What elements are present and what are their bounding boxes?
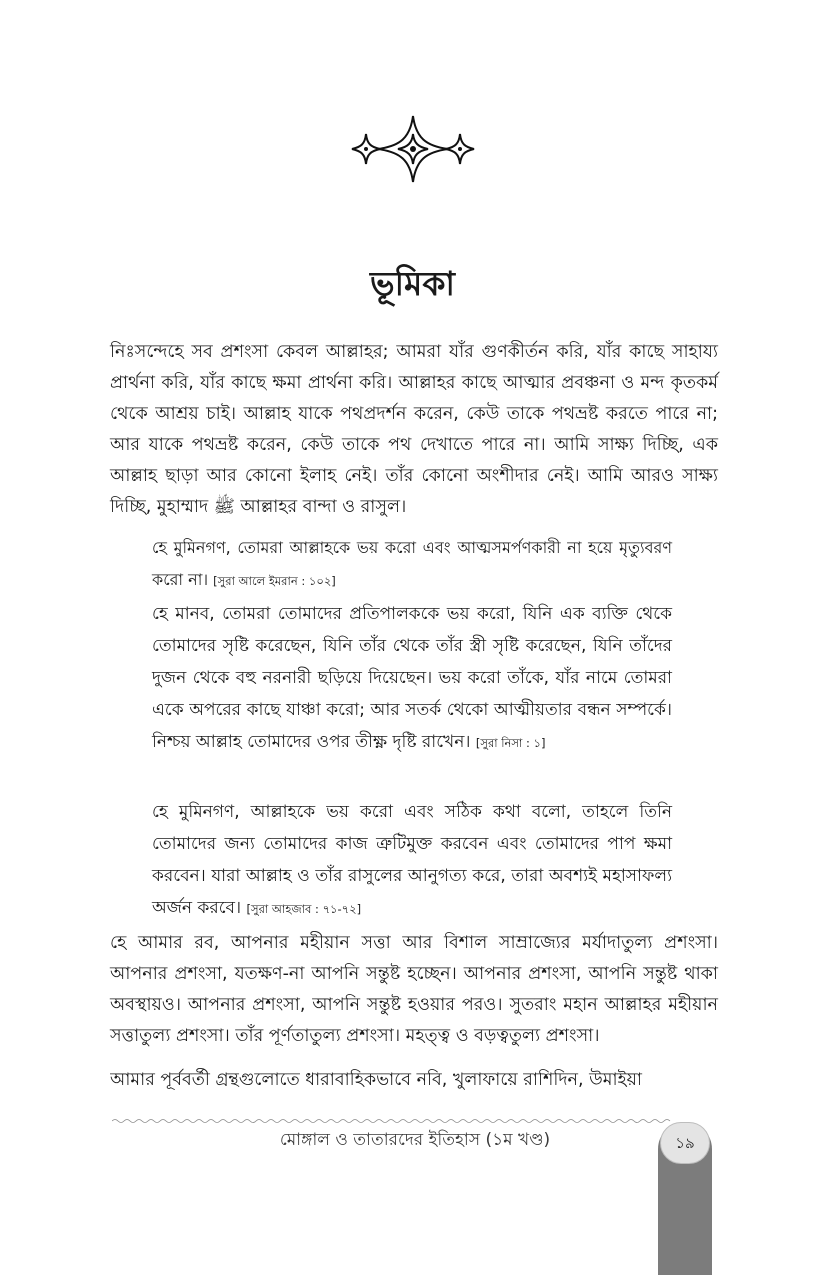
footer-divider — [112, 1118, 674, 1124]
quote-text: হে মুমিনগণ, তোমরা আল্লাহকে ভয় করো এবং আত্মসমর্পণকারী না হয়ে মৃত্যুবরণ করো না। — [152, 538, 672, 589]
quote-citation: [সুরা নিসা : ১] — [475, 736, 546, 750]
page-number: ১৯ — [660, 1122, 710, 1164]
quote-block — [152, 532, 672, 597]
intro-paragraph: নিঃসন্দেহে সব প্রশংসা কেবল আল্লাহর; আমরা যাঁর গুণকীর্তন করি, যাঁর কাছে সাহায্য প্রার্থনা করি, যাঁর কাছে ক্ষমা প্রার্থনা করি। আল্লাহর কাছে আত্মার প্রবঞ্চনা ও মন্দ কৃতকর্ম থেকে আশ্রয় চাই। আল্লাহ যাকে পথপ্রদর্শন করেন, কেউ তাকে পথভ্রষ্ট করতে পারে না; আর যাকে পথভ্রষ্ট করেন, কেউ তাকে পথ দেখাতে পারে না। আমি সাক্ষ্য দিচ্ছি, এক আল্লাহ ছাড়া আর কোনো ইলাহ নেই। তাঁর কোনো অংশীদার নেই। আমি আরও সাক্ষ্য দিচ্ছি, মুহাম্মাদ ﷺ আল্লাহর বান্দা ও রাসুল। — [110, 342, 718, 517]
header-ornament — [0, 112, 825, 186]
praise-paragraph: হে আমার রব, আপনার মহীয়ান সত্তা আর বিশাল সাম্রাজ্যের মর্যাদাতুল্য প্রশংসা। আপনার প্রশংসা, যতক্ষণ-না আপনি সন্তুষ্ট হচ্ছেন। আপনার প্রশংসা, আপনি সন্তুষ্ট থাকা অবস্থায়ও। আপনার প্রশংসা, আপনি সন্তুষ্ট হওয়ার পরও। সুতরাং মহান আল্লাহর মহীয়ান সত্তাতুল্য প্রশংসা। তাঁর পূর্ণতাতুল্য প্রশংসা। মহত্ত্ব ও বড়ত্বতুল্য প্রশংসা। — [110, 933, 718, 1046]
quote-text: হে মুমিনগণ, আল্লাহকে ভয় করো এবং সঠিক কথা বলো, তাহলে তিনি তোমাদের জন্য তোমাদের কাজ ত্রুটিমুক্ত করবেন এবং তোমাদের পাপ ক্ষমা করবেন। যারা আল্লাহ ও তাঁর রাসুলের আনুগত্য করে, তারা অবশ্যই মহাসাফল্য অর্জন করবে। — [152, 802, 672, 918]
quote-text: হে মানব, তোমরা তোমাদের প্রতিপালককে ভয় করো, যিনি এক ব্যক্তি থেকে তোমাদের সৃষ্টি করেছেন, যিনি তাঁর থেকে তাঁর স্ত্রী সৃষ্টি করেছেন, যিনি তাঁদের দুজন থেকে বহু নরনারী ছড়িয়ে দিয়েছেন। ভয় করো তাঁকে, যাঁর নামে তোমরা একে অপরের কাছে যাঞ্চা করো; আর সতর্ক থেকো আত্মীয়তার বন্ধন সম্পর্কে। নিশ্চয় আল্লাহ তোমাদের ওপর তীক্ষ্ণ দৃষ্টি রাখেন। — [152, 604, 672, 752]
quote-citation: [সুরা আহজাব : ৭১-৭২] — [246, 902, 362, 916]
continuation-paragraph: আমার পূর্ববর্তী গ্রন্থগুলোতে ধারাবাহিকভাবে নবি, খুলাফায়ে রাশিদিন, উমাইয়া — [110, 1070, 643, 1090]
page-title: ভূমিকা — [369, 264, 455, 303]
running-footer-title: মোঙ্গাল ও তাতারদের ইতিহাস (১ম খণ্ড) — [279, 1130, 551, 1150]
quote-block — [152, 796, 672, 925]
quote-citation: [সুরা আলে ইমরান : ১০২] — [213, 574, 336, 588]
quote-block — [152, 598, 672, 759]
four-point-star-ornament-icon — [348, 112, 478, 186]
